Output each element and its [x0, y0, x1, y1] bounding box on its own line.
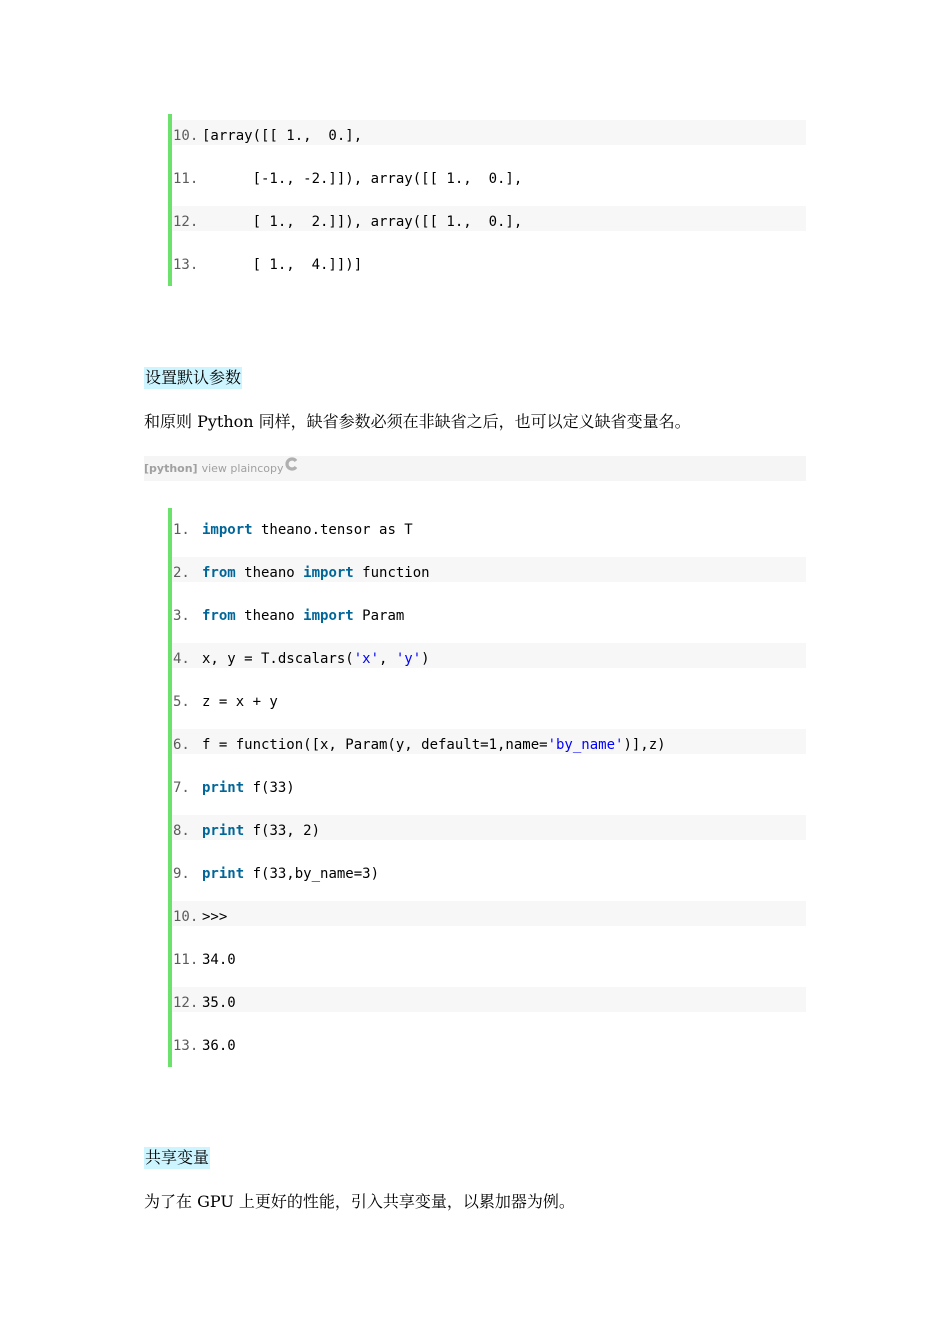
keyword: import	[303, 607, 354, 624]
line-number: 8.	[173, 822, 190, 839]
code-block-array-output	[168, 114, 806, 286]
code-text: f(33)	[244, 779, 295, 796]
code-line	[172, 157, 806, 200]
keyword: import	[303, 564, 354, 581]
line-number: 3.	[173, 607, 190, 624]
code-text: f = function([x, Param(y, default=1,name=	[202, 736, 548, 753]
code-line	[172, 680, 806, 723]
code-line	[172, 852, 806, 895]
line-number: 5.	[173, 693, 190, 710]
keyword: from	[202, 564, 236, 581]
string-literal: 'by_name'	[547, 736, 624, 753]
code-text: )	[421, 650, 430, 667]
code-line	[172, 551, 806, 594]
line-number: 11.	[173, 170, 199, 187]
code-text: Param	[353, 607, 405, 624]
code-text: theano	[235, 564, 304, 581]
code-text: theano.tensor as T	[252, 521, 413, 538]
keyword: print	[202, 779, 245, 796]
code-text: f(33, 2)	[244, 822, 321, 839]
code-block-default-params	[168, 508, 806, 1067]
code-line	[172, 637, 806, 680]
line-number: 4.	[173, 650, 190, 667]
keyword: import	[202, 521, 253, 538]
code-line	[172, 723, 806, 766]
code-text: [ 1., 4.]])]	[202, 256, 363, 273]
code-text: f(33,by_name=3)	[244, 865, 380, 882]
line-number: 12.	[173, 213, 199, 230]
language-label: [python]	[144, 462, 198, 475]
code-line	[172, 1024, 806, 1067]
line-number: 10.	[173, 127, 199, 144]
code-line	[172, 594, 806, 637]
line-number: 13.	[173, 1037, 199, 1054]
code-text: function	[353, 564, 430, 581]
paragraph-shared-vars: 为了在 GPU 上更好的性能，引入共享变量，以累加器为例。	[144, 1192, 575, 1211]
copy-icon[interactable]	[285, 457, 299, 471]
code-text: theano	[235, 607, 304, 624]
code-text: >>>	[202, 908, 228, 925]
keyword: print	[202, 822, 245, 839]
code-text: z = x + y	[202, 693, 278, 710]
code-line	[172, 200, 806, 243]
code-text: [array([[ 1., 0.],	[202, 127, 363, 144]
line-number: 13.	[173, 256, 199, 273]
line-number: 12.	[173, 994, 199, 1011]
keyword: from	[202, 607, 236, 624]
line-number: 9.	[173, 865, 190, 882]
string-literal: 'x'	[353, 650, 380, 667]
keyword: print	[202, 865, 245, 882]
line-number: 6.	[173, 736, 190, 753]
code-text: 34.0	[202, 951, 236, 968]
code-line	[172, 981, 806, 1024]
line-number: 11.	[173, 951, 199, 968]
code-text: 35.0	[202, 994, 236, 1011]
code-line	[172, 114, 806, 157]
code-text: [ 1., 2.]]), array([[ 1., 0.],	[202, 213, 523, 230]
view-plain-link[interactable]: view plain	[201, 462, 258, 475]
code-line	[172, 508, 806, 551]
code-text: x, y = T.dscalars(	[202, 650, 354, 667]
code-text: [-1., -2.]]), array([[ 1., 0.],	[202, 170, 523, 187]
paragraph-default-params: 和原则 Python 同样，缺省参数必须在非缺省之后，也可以定义缺省变量名。	[144, 412, 691, 431]
code-line	[172, 938, 806, 981]
line-number: 7.	[173, 779, 190, 796]
code-line	[172, 243, 806, 286]
section-heading-default-params: 设置默认参数	[145, 368, 242, 387]
string-literal: 'y'	[395, 650, 422, 667]
line-number: 2.	[173, 564, 190, 581]
section-heading-shared-vars: 共享变量	[145, 1148, 210, 1167]
copy-link[interactable]: copy	[257, 462, 284, 475]
code-line	[172, 809, 806, 852]
code-toolbar	[144, 456, 806, 481]
code-text: ,	[379, 650, 396, 667]
code-text: 36.0	[202, 1037, 236, 1054]
line-number: 10.	[173, 908, 199, 925]
code-line	[172, 895, 806, 938]
code-line	[172, 766, 806, 809]
line-number: 1.	[173, 521, 190, 538]
code-text: )],z)	[623, 736, 666, 753]
